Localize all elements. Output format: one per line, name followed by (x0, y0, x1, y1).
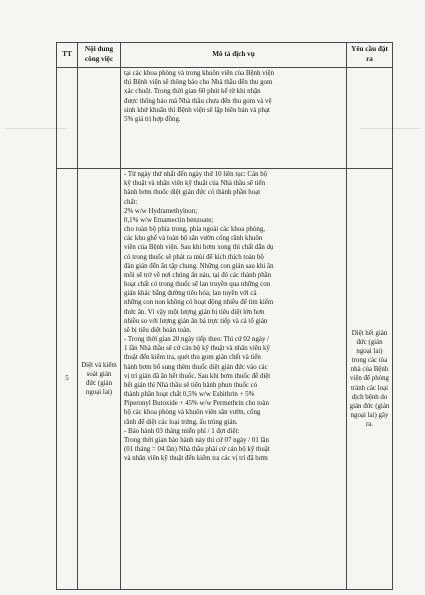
text-line: rãnh để diệt các loại trứng, ấu trùng gián. (124, 418, 238, 426)
cell-content-empty (78, 68, 121, 169)
text-line: 5% giá trị hợp đồng. (124, 115, 181, 123)
cell-requirement-empty (347, 68, 393, 169)
text-line: nhiều so với lượng gián ăn bả trực tiếp và cả tổ gián (124, 317, 268, 325)
text-line: Piperonyl Butoxide + 45% w/w Permethrin cho toàn (124, 400, 269, 408)
text-line: - Trong thời gian 20 ngày tiếp theo: Thì cứ 02 ngày / (124, 336, 270, 344)
header-tt: TT (57, 43, 78, 68)
text-line: thức ăn. Vì vậy một lượng gián bị tiêu diệt lớn hơn (124, 308, 265, 316)
text-line: kỹ thuật và nhân viên kỹ thuật của Nhà thầu sẽ tiến (124, 180, 266, 188)
text-line: thành phần hoạt chất 0,5% w/w Esbithrin + 5% (124, 391, 255, 399)
text-line: (01 tháng = 04 lần) Nhà thầu phải cử cán bộ kỹ thuật (124, 446, 270, 454)
text-line: những con non không có hoạt động nhiều để tìm kiếm (124, 299, 274, 307)
header-description: Mô tả dịch vụ (121, 43, 347, 68)
cell-tt-empty (57, 68, 78, 169)
text-line: 2% w/w Hydramethylnon; (124, 207, 198, 215)
text-line: được thông báo mà Nhà thầu chưa đến thu gom và vệ (124, 97, 272, 105)
service-table (56, 42, 393, 590)
row-number: 5 (57, 169, 78, 590)
text-line: Trong thời gian bảo hành này thì cứ 07 ngày / 01 lần (124, 436, 269, 444)
text-line: hành bơm bổ sung thêm thuốc diệt gián đức vào các (124, 363, 268, 371)
text-line: và nhân viên kỹ thuật đến kiểm tra các vị trí đã bơm (124, 455, 268, 463)
text-line: - Bảo hành 03 tháng miễn phí / 1 đợt diệt: (124, 427, 240, 435)
text-line: vị trí gián đã ăn hết thuốc. Sau khi bơm thuốc để diệt (124, 372, 271, 380)
text-line: cho toàn bộ phía trong, phía ngoài các khoa phòng, (124, 226, 266, 234)
text-line: - Từ ngày thứ nhất đến ngày thứ 10 liên tục: Cán bộ (124, 171, 268, 178)
text-line: sinh khử khuẩn thì Bệnh viện sẽ lập biên bản và phạt (124, 106, 270, 114)
cell-description-continuation (121, 68, 347, 169)
text-line: có trong thuốc sẽ phát ra mùi để kích thích toàn bộ (124, 253, 264, 261)
text-line: tại các khoa phòng và trong khuôn viên của Bệnh viện (124, 70, 275, 77)
text-line: bộ các khoa phòng và khuôn viên sân vườn, cống (124, 409, 261, 417)
table-row-5 (57, 169, 393, 590)
text-line: thuật đến kiểm tra, quét thu gom gián chết và tiến (124, 354, 261, 362)
text-line: thì Bệnh viện sẽ thông báo cho Nhà thầu đến thu gom (124, 79, 273, 87)
table-header-row (57, 43, 393, 68)
text-line: viên của Bệnh viện. Sau khi bơm xong thì chất dẫn dụ (124, 244, 274, 252)
text-line: các khu ghế và toàn bộ sân vườn cống rãnh khuôn (124, 235, 263, 243)
text-line: hết gián thì Nhà thầu sẽ tiến hành phun thuốc có (124, 381, 258, 389)
text-line: hoạt chất có trong thuốc sẽ lan truyền qua những con (124, 281, 271, 289)
row-requirement: Diệt hết gián đức (gián ngoại lai) trong các tòa nhà của Bệnh viện để phòng tránh các loại dịch bệnh do gián đức (gián ngoại lai) gây ra. (347, 169, 393, 590)
text-line: hành bơm thuốc diệt gián đức có thành phần hoạt (124, 189, 261, 197)
text-line: sẽ bị tiêu diệt hoàn toàn. (124, 326, 192, 334)
text-line: 0,1% w/w Emamectin benzoate; (124, 216, 214, 224)
header-content: Nội dung công việc (78, 43, 121, 68)
text-line: mồi sẽ trở về nơi chúng ẩn náu, tại đó các thành phần (124, 271, 272, 279)
text-line: xác chuột. Trong thời gian 60 phút kể từ khi nhận (124, 88, 261, 96)
header-requirement: Yêu cầu đặt ra (347, 43, 393, 68)
text-line: chất: (124, 198, 138, 206)
row-description (121, 169, 347, 590)
text-line: gián khác bằng đường tiêu hóa; lan tuyền với cả (124, 290, 257, 298)
table-row-continuation (57, 68, 393, 169)
text-line: đàn gián đến ăn tập chung. Những con gián sau khi ăn (124, 262, 274, 270)
text-line: 1 lần Nhà thầu sẽ cử cán bộ kỹ thuật và nhân viên kỹ (124, 345, 270, 353)
row-content: Diệt và kiểm soát gián đức (gián ngoại lai) (78, 169, 121, 590)
